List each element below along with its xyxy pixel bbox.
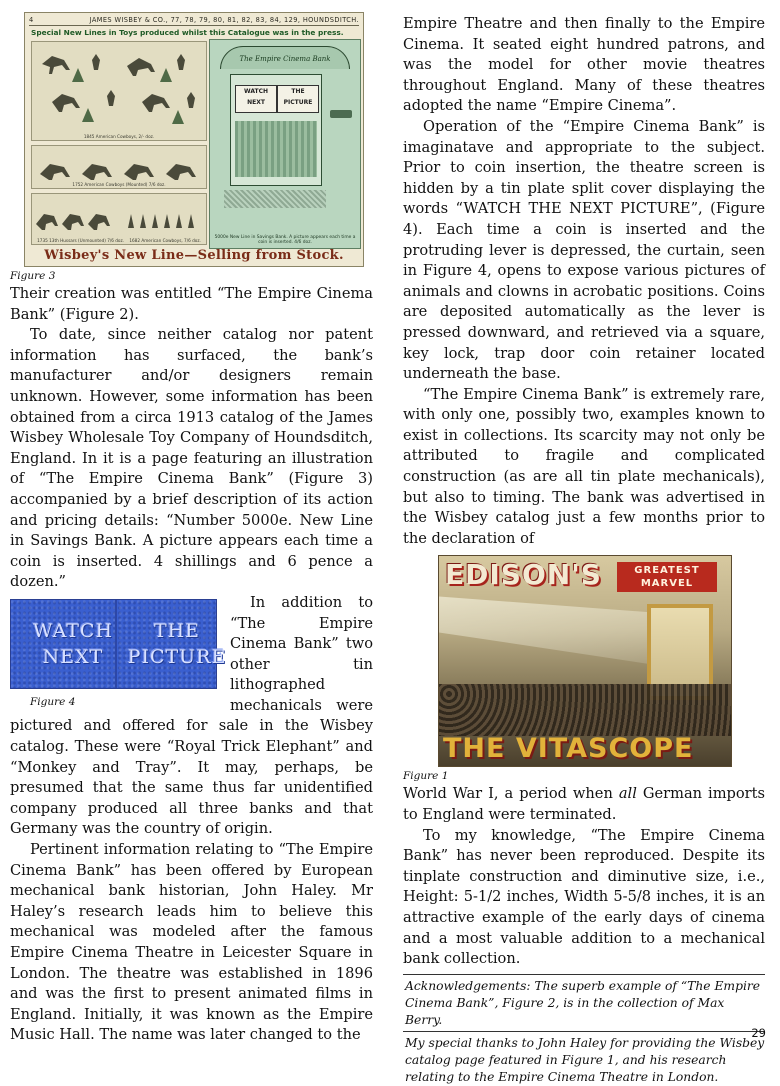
divider bbox=[403, 1031, 765, 1032]
poster-title: EDISON'S bbox=[445, 558, 602, 592]
acknowledgements: Acknowledgements: The superb example of “The Empire Cinema Bank”, Figure 2, is in the collection of Max Berry. bbox=[405, 978, 761, 1027]
empire-cinema-bank-illustration bbox=[209, 39, 361, 249]
figure-4-caption: Figure 4 bbox=[30, 695, 76, 708]
toy-row-mounted bbox=[31, 145, 207, 189]
plate-word: PICTURE bbox=[127, 645, 227, 668]
toy-caption: 1735 13th Hussars (Unmounted) 7/6 doz. 1682 American Cowboys, 7/6 doz. bbox=[37, 238, 201, 243]
paragraph: Pertinent information relating to “The Empire Cinema Bank” has been offered by European mechanical bank historian, John Haley. Mr Haley’s research leads him to believe this mechanical was modeled after the famous Empire Cinema Theatre in Leicester Square in London. The theatre was established in 1896 and was the first to present animated films in England. Initially, it was known as the Empire Music Hall. The name was later changed to the bbox=[10, 841, 373, 1044]
right-column bbox=[403, 14, 765, 1086]
paragraph-text: In addition to “The Empire Cinema Bank” two other tin lithographed mechanicals were pictured and offered for sale in the Wisbey catalog. These were “Royal Trick Elephant” and “Monkey and Tray”. It may, perhaps, be presumed that the same thus far unidentified company produced all three banks and that Germany was the country of origin. bbox=[10, 593, 373, 838]
poster-vitascope: THE VITASCOPE bbox=[443, 733, 694, 765]
poster-audience bbox=[439, 684, 731, 736]
paragraph: Empire Theatre and then finally to the Empire Cinema. It seated eight hundred patrons, and was the model for other movie theatres throughout England. Many of these theatres adopted the name “Empire Cinema”. bbox=[403, 15, 765, 115]
toy-soldier-rows bbox=[31, 41, 205, 245]
plate-right bbox=[119, 606, 227, 682]
toy-caption: 1752 American Cowboys (Mounted) 7/6 doz. bbox=[72, 182, 166, 187]
figure-3-caption: Figure 3 bbox=[10, 270, 56, 282]
paragraph: To my knowledge, “The Empire Cinema Bank” has never been reproduced. Despite its tinplate construction and diminutive size, i.e., Height: 5-1/2 inches, Width 5-5/8 inches, it is an attractive example of the early days of cinema and a most valuable addition to a mechanical bank collection. bbox=[403, 826, 765, 968]
figure-4-plate bbox=[10, 599, 227, 689]
toy-row-cowboys bbox=[31, 41, 207, 141]
emphasis: all bbox=[618, 785, 637, 803]
plate-word: THE bbox=[153, 619, 201, 642]
catalog-page-number: 4 bbox=[29, 16, 34, 24]
paragraph-text: World War I, a period when bbox=[403, 785, 619, 803]
bank-panel-right: THE PICTURE bbox=[277, 85, 319, 113]
page-number: 29 bbox=[751, 1026, 766, 1040]
catalog-header bbox=[29, 16, 359, 26]
divider bbox=[403, 974, 765, 975]
bank-arch-title: The Empire Cinema Bank bbox=[220, 46, 350, 69]
paragraph: To date, since neither catalog nor patent information has surfaced, the bank’s manufacturer and/or designers remain unknown. However, some information has been obtained from a circa 1913 catalog of the James Wisbey Wholesale Toy Company of Houndsditch, England. In it is a page featuring an illustration of “The Empire Cinema Bank” (Figure 3) accompanied by a brief description of its action and pricing details: “Number 5000e. New Line in Savings Bank. A picture appears each time a coin is inserted. 4 shillings and 6 pence a dozen.” bbox=[10, 326, 373, 591]
left-column bbox=[10, 12, 373, 1046]
special-thanks: My special thanks to John Haley for providing the Wisbey catalog page featured in Figure 1, and his research relating to the Empire Cinema Theatre in London. bbox=[405, 1035, 765, 1084]
plate-word: NEXT bbox=[42, 645, 104, 668]
paragraph-text: German imports to England were terminated. bbox=[403, 785, 765, 824]
bank-screen bbox=[230, 74, 322, 186]
paragraph bbox=[403, 784, 765, 825]
paragraph: Their creation was entitled “The Empire Cinema Bank” (Figure 2). bbox=[10, 285, 373, 323]
bank-panel-left: WATCH NEXT bbox=[235, 85, 277, 113]
bank-caption: 5000e New Line in Savings Bank. A picture appears each time a coin is inserted. 4/6 doz. bbox=[214, 235, 356, 245]
figure-4-wrap bbox=[10, 599, 227, 708]
plate-word: WATCH bbox=[32, 619, 114, 642]
catalog-footer: Wisbey's New Line—Selling from Stock. bbox=[44, 248, 344, 263]
bank-curtain bbox=[235, 121, 317, 177]
figure-1-vitascope-poster bbox=[438, 555, 732, 767]
poster-badge-line: GREATEST bbox=[634, 565, 700, 577]
bank-lever bbox=[330, 110, 352, 118]
paragraph: Operation of the “Empire Cinema Bank” is imaginatave and appropriate to the subject. Prior to coin insertion, the theatre screen is hidden by a tin plate split cover displaying the words “WATCH THE NEXT PICTURE”, (Figure 4). Each time a coin is inserted and the protruding lever is depressed, the curtain, seen in Figure 4, opens to expose various pictures of animals and clowns in acrobatic positions. Coins are deposited automatically as the lever is pressed downward, and retrieved via a square, key lock, trap door coin retainer located underneath the base. bbox=[403, 117, 765, 383]
projector-beam bbox=[439, 596, 679, 686]
hussar-figures-icon bbox=[32, 194, 206, 244]
bank-audience bbox=[224, 190, 326, 208]
toy-caption: 1845 American Cowboys, 2/- doz. bbox=[83, 134, 155, 139]
catalog-header-text: JAMES WISBEY & CO., 77, 78, 79, 80, 81, 82, 83, 84, 129, HOUNDSDITCH. bbox=[89, 16, 359, 24]
plate-left bbox=[15, 606, 114, 682]
toy-row-hussars bbox=[31, 193, 207, 245]
poster-badge-line: MARVEL bbox=[640, 578, 694, 590]
paragraph bbox=[10, 593, 373, 840]
cowboy-figures-icon bbox=[32, 42, 206, 140]
figure-3-catalog-page bbox=[24, 12, 364, 267]
paragraph: “The Empire Cinema Bank” is extremely rare, with only one, possibly two, examples known to exist in collections. Its scarcity may not only be attributed to fragile and complicated construction (as are all tin plate mechanicals), but also to timing. The bank was advertised in the Wisbey catalog just a few months prior to the declaration of bbox=[403, 385, 765, 547]
poster-badge bbox=[617, 562, 717, 592]
catalog-subheader: Special New Lines in Toys produced whilst this Catalogue was in the press. bbox=[31, 28, 344, 37]
figure-1-caption: Figure 1 bbox=[403, 770, 449, 783]
